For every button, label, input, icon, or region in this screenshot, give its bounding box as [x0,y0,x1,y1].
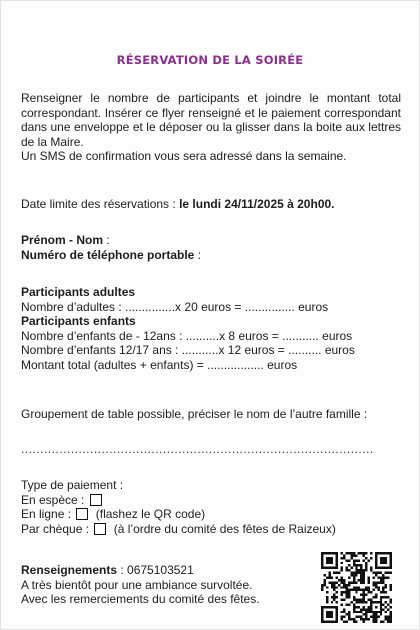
cheque-label: Par chèque : [21,521,90,536]
participants-section [21,285,401,372]
name-colon: : [103,233,110,247]
children-heading: Participants enfants [21,314,136,328]
identity-section [21,233,401,262]
total-amount-field[interactable]: Montant total (adultes + enfants) = ................. euros [21,357,298,372]
closing-line-1: A très bientôt pour une ambiance survoltée. [21,577,253,592]
contact-phone: : 0675103521 [117,563,194,577]
children-under12-field[interactable]: Nombre d’enfants de - 12ans : ..........x 8 euros = ........... euros [21,328,353,343]
sms-notice: Un SMS de confirmation vous sera adressé dans la semaine. [21,149,347,163]
adults-count-field[interactable]: Nombre d’adultes : ...............x 20 euros = ............... euros [21,299,329,314]
other-family-field[interactable]: ............................................................................................ [21,442,374,456]
cheque-note: (à l’ordre du comité des fêtes de Raizeux) [113,521,336,536]
online-label: En ligne : [21,507,72,521]
online-note: (flashez le QR code) [95,507,206,521]
qr-code-icon[interactable] [321,552,392,623]
name-field[interactable] [21,233,401,248]
intro-paragraph: Renseigner le nombre de participants et joindre le montant total correspondant. Insérer ce flyer renseigné et le paiement correspondant dans une enveloppe et le déposer ou la glisser dans la boite aux lettres de la Maire. [21,91,401,149]
payment-cheque-row [21,522,401,537]
deadline-line [21,197,401,212]
payment-section [21,478,401,536]
table-grouping-text: Groupement de table possible, préciser le nom de l’autre famille : [21,407,368,421]
cash-checkbox[interactable] [90,494,102,506]
cheque-checkbox[interactable] [94,523,106,535]
phone-label: Numéro de téléphone portable [21,247,195,262]
phone-field[interactable] [21,248,401,263]
payment-cash-row [21,493,401,508]
name-label: Prénom - Nom [21,233,104,247]
payment-heading: Type de paiement : [21,478,124,492]
intro-section [21,91,401,164]
page-title: RÉSERVATION DE LA SOIRÉE [116,53,304,67]
deadline-label: Date limite des réservations : [21,197,180,211]
contact-label: Renseignements [21,563,118,577]
deadline-value: le lundi 24/11/2025 à 20h00. [179,197,335,211]
adults-heading: Participants adultes [21,285,136,299]
closing-line-2: Avec les remerciements du comité des fêtes. [21,592,260,606]
online-checkbox[interactable] [76,508,88,520]
payment-online-row [21,507,401,522]
phone-colon: : [194,247,202,262]
cash-label: En espèce : [21,492,85,507]
children-12-17-field[interactable]: Nombre d’enfants 12/17 ans : ...........x 12 euros = .......... euros [21,343,355,357]
